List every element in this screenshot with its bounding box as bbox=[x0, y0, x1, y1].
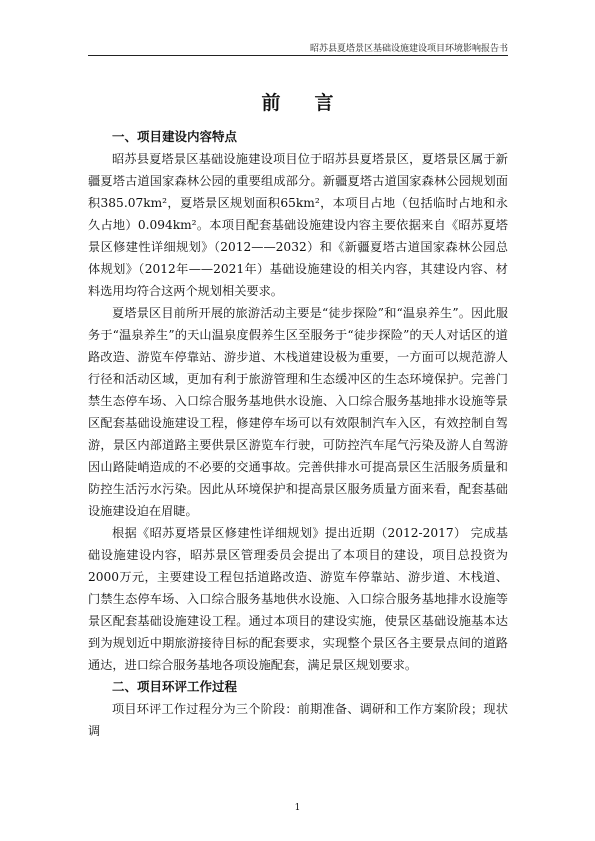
page-title bbox=[0, 88, 595, 115]
section-heading-2: 二、项目环评工作过程 bbox=[112, 679, 238, 694]
section-heading-1: 一、项目建设内容特点 bbox=[112, 129, 238, 144]
title-char-2: 言 bbox=[314, 92, 334, 114]
page-number: 1 bbox=[294, 803, 301, 813]
header-rule bbox=[88, 55, 508, 56]
paragraph-1: 昭苏县夏塔景区基础设施建设项目位于昭苏县夏塔景区，夏塔景区属于新疆夏塔古道国家森林公园的重要组成部分。新疆夏塔古道国家森林公园规划面积385.07km²，夏塔景区规划面积65km²，本项目占地（包括临时占地和永久占地）0.094km²。本项目配套基础设施建设内容主要依据来自《昭苏夏塔景区修建性详细规划》（2012——2032）和《新疆夏塔古道国家森林公园总体规划》（2012年——2021年）基础设施建设的相关内容，其建设内容、材料选用均符合这两个规划相关要求。 bbox=[88, 152, 508, 298]
body-text bbox=[88, 126, 508, 742]
paragraph-3: 根据《昭苏夏塔景区修建性详细规划》提出近期（2012-2017） 完成基础设施建设内容，昭苏景区管理委员会提出了本项目的建设，项目总投资为2000万元，主要建设工程包括道路改造、游览车停靠站、游步道、木栈道、门禁生态停车场、入口综合服务基地供水设施、入口综合服务基地排水设施等景区配套基础设施建设工程。通过本项目的建设实施，使景区基础设施基本达到为规划近中期旅游接待目标的配套要求，实现整个景区各主要景点间的道路通达，进口综合服务基地各项设施配套，满足景区规划要求。 bbox=[88, 526, 508, 672]
paragraph-2: 夏塔景区目前所开展的旅游活动主要是“徒步探险”和“温泉养生”。因此服务于“温泉养生”的天山温泉度假养生区至服务于“徒步探险”的天人对话区的道路改造、游览车停靠站、游步道、木栈道建设极为重要，一方面可以规范游人行径和活动区域，更加有利于旅游管理和生态缓冲区的生态环境保护。完善门禁生态停车场、入口综合服务基地供水设施、入口综合服务基地排水设施等景区配套基础设施建设工程，修建停车场可以有效限制汽车入区，有效控制自驾游，景区内部道路主要供景区游览车行驶，可防控汽车尾气污染及游人自驾游因山路陡峭造成的不必要的交通事故。完善供排水可提高景区生活服务质量和防控生活污水污染。因此从环境保护和提高景区服务质量方面来看，配套基础设施建设迫在眉睫。 bbox=[88, 306, 508, 518]
running-header: 昭苏县夏塔景区基础设施建设项目环境影响报告书 bbox=[309, 44, 508, 54]
title-char-1: 前 bbox=[261, 92, 281, 114]
paragraph-4: 项目环评工作过程分为三个阶段：前期准备、调研和工作方案阶段；现状调 bbox=[88, 702, 508, 738]
